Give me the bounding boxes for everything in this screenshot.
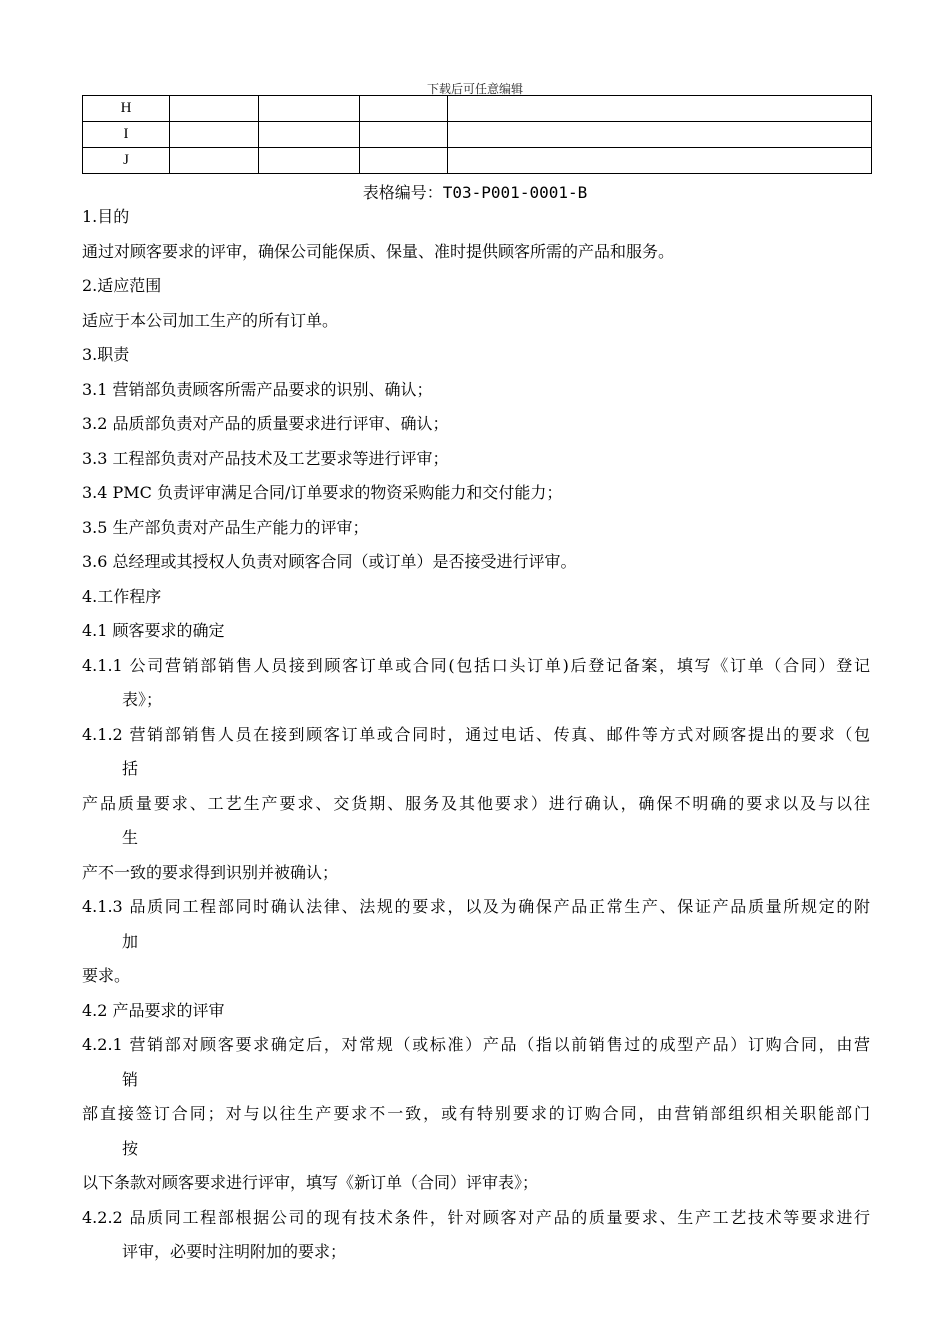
paragraph-line: 部直接签订合同；对与以往生产要求不一致，或有特别要求的订购合同，由营销部组织相关职能部门 <box>82 1104 870 1123</box>
revision-label: J <box>83 148 170 174</box>
table-cell <box>259 148 360 174</box>
table-cell <box>360 148 448 174</box>
paragraph-line: 通过对顾客要求的评审，确保公司能保质、保量、准时提供顾客所需的产品和服务。 <box>82 241 675 261</box>
paragraph-line: 产不一致的要求得到识别并被确认； <box>82 862 339 882</box>
paragraph-line: 3.6 总经理或其授权人负责对顾客合同（或订单）是否接受进行评审。 <box>82 552 577 571</box>
paragraph-line: 4.2.2 品质同工程部根据公司的现有技术条件，针对顾客对产品的质量要求、生产工艺技术等要求进行 <box>82 1207 870 1227</box>
paragraph-line: 销 <box>122 1069 139 1089</box>
table-cell <box>448 122 872 148</box>
subsection-heading: 4.1 顾客要求的确定 <box>82 621 225 640</box>
revision-label: H <box>83 96 170 122</box>
revision-table <box>82 95 872 174</box>
subsection-heading: 4.2 产品要求的评审 <box>82 1000 225 1020</box>
table-row <box>83 96 872 122</box>
table-cell <box>170 148 259 174</box>
paragraph-line: 产品质量要求、工艺生产要求、交货期、服务及其他要求）进行确认，确保不明确的要求以及与以往 <box>82 793 870 813</box>
paragraph-line: 3.2 品质部负责对产品的质量要求进行评审、确认； <box>82 414 449 433</box>
paragraph-line: 3.1 营销部负责顾客所需产品要求的识别、确认； <box>82 379 433 399</box>
section-heading: 2.适应范围 <box>82 276 162 295</box>
table-cell <box>360 96 448 122</box>
paragraph-line: 3.5 生产部负责对产品生产能力的评审； <box>82 517 369 537</box>
paragraph-line: 生 <box>122 828 139 847</box>
paragraph-line: 按 <box>122 1138 139 1158</box>
paragraph-line: 3.3 工程部负责对产品技术及工艺要求等进行评审； <box>82 448 449 468</box>
paragraph-line: 以下条款对顾客要求进行评审，填写《新订单（合同）评审表》； <box>82 1173 539 1192</box>
paragraph-line: 括 <box>122 759 139 778</box>
section-heading: 1.目的 <box>82 207 130 226</box>
paragraph-line: 4.1.1 公司营销部销售人员接到顾客订单或合同(包括口头订单)后登记备案，填写《订单（合同）登记 <box>82 655 870 675</box>
paragraph-line: 要求。 <box>82 966 131 985</box>
paragraph-line: 3.4 PMC 负责评审满足合同/订单要求的物资采购能力和交付能力； <box>82 483 563 502</box>
table-cell <box>170 122 259 148</box>
document-body <box>82 200 870 1270</box>
table-cell <box>360 122 448 148</box>
paragraph-line: 4.1.3 品质同工程部同时确认法律、法规的要求，以及为确保产品正常生产、保证产品质量所规定的附 <box>82 897 870 916</box>
paragraph-line: 加 <box>122 931 139 951</box>
table-row <box>83 148 872 174</box>
table-row <box>83 122 872 148</box>
paragraph-line: 评审，必要时注明附加的要求； <box>122 1242 347 1261</box>
form-number: 表格编号：T03-P001-0001-B <box>362 183 588 202</box>
revision-label: I <box>83 122 170 148</box>
table-cell <box>259 96 360 122</box>
section-heading: 4.工作程序 <box>82 586 162 606</box>
paragraph-line: 4.1.2 营销部销售人员在接到顾客订单或合同时，通过电话、传真、邮件等方式对顾客提出的要求（包 <box>82 724 870 744</box>
table-cell <box>259 122 360 148</box>
paragraph-line: 4.2.1 营销部对顾客要求确定后，对常规（或标准）产品（指以前销售过的成型产品）订购合同，由营 <box>82 1035 870 1054</box>
section-heading: 3.职责 <box>82 345 130 364</box>
header-note: 下载后可任意编辑 <box>426 82 523 96</box>
table-cell <box>448 96 872 122</box>
table-cell <box>448 148 872 174</box>
paragraph-line: 适应于本公司加工生产的所有订单。 <box>82 310 339 330</box>
paragraph-line: 表》； <box>122 690 163 709</box>
table-cell <box>170 96 259 122</box>
